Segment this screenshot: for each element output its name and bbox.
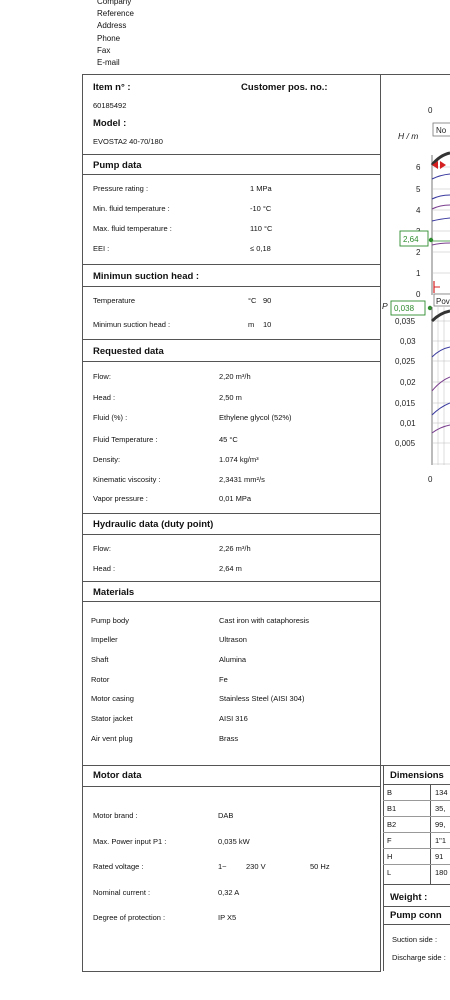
item-label: Item n° : [93, 82, 131, 93]
min-temp-label: Min. fluid temperature : [93, 204, 170, 213]
suction-side-label: Suction side : [392, 935, 438, 944]
hyd-flow-value: 2,26 m³/h [219, 544, 251, 553]
requested-top-rule [82, 339, 380, 340]
head-tick-4: 4 [416, 206, 421, 215]
dim-key-h: H [387, 852, 393, 861]
motor-power-label: Max. Power input P1 : [93, 837, 167, 846]
materials-top-rule [82, 581, 380, 582]
power-tick-003: 0,03 [400, 337, 416, 346]
req-fluid-temp-label: Fluid Temperature : [93, 435, 158, 444]
power-tick-001: 0,01 [400, 419, 416, 428]
head-axis-title: H / m [398, 131, 419, 141]
motor-top-rule [82, 765, 450, 766]
head-curve-6 [432, 243, 450, 245]
right-col-left [383, 765, 384, 971]
pump-data-top-rule [82, 154, 380, 155]
requested-title: Requested data [93, 346, 164, 357]
max-temp-label: Max. fluid temperature : [93, 224, 172, 233]
suction-title: Minimun suction head : [93, 271, 200, 282]
chart-top-zero-label: 0 [428, 106, 433, 115]
power-curve-max [432, 311, 450, 321]
eei-value: ≤ 0,18 [250, 244, 271, 253]
req-vapor-label: Vapor pressure : [93, 494, 148, 503]
red-arrow-icon-2 [440, 161, 446, 169]
connections-title: Pump conn [390, 910, 442, 921]
fax-line: Fax [97, 45, 111, 55]
frame-bottom [82, 971, 380, 972]
materials-title-rule [82, 601, 380, 602]
head-curve-4 [432, 205, 450, 209]
suction-head-unit: m [248, 320, 255, 329]
motor-voltage-freq: 50 Hz [310, 862, 330, 871]
dim-key-b: B [387, 788, 393, 797]
pressure-rating-label: Pressure rating : [93, 184, 149, 193]
power-tick-0025: 0,025 [395, 357, 416, 366]
dim-row-rule-3 [383, 832, 450, 833]
power-tick-0035: 0,035 [395, 317, 416, 326]
dim-val-b1: 35, [435, 804, 446, 813]
req-density-label: Density: [93, 455, 121, 464]
head-tick-5: 5 [416, 185, 421, 194]
company-block [97, 0, 134, 69]
dim-val-f: 1"1 [435, 836, 447, 845]
motor-power-value: 0,035 kW [218, 837, 250, 846]
mat-pump-body-value: Cast iron with cataphoresis [219, 616, 310, 625]
mat-rotor-value: Fe [219, 675, 228, 684]
power-grid [432, 307, 450, 465]
discharge-side-label: Discharge side : [392, 953, 446, 962]
min-temp-value: -10 °C [250, 204, 272, 213]
suction-head-value: 10 [263, 320, 272, 329]
head-tick-6: 6 [416, 163, 421, 172]
motor-current-label: Nominal current : [93, 888, 151, 897]
chart-bottom-zero-label: 0 [428, 475, 433, 484]
motor-voltage-phase: 1~ [218, 862, 227, 871]
model-label: Model : [93, 118, 127, 129]
req-viscosity-value: 2,3431 mm²/s [219, 475, 265, 484]
motor-title: Motor data [93, 770, 142, 781]
performance-chart [380, 95, 450, 495]
head-tick-2: 2 [416, 248, 421, 257]
dimensions-col-divider [430, 784, 431, 884]
mat-impeller-value: Ultrason [219, 635, 247, 644]
motor-title-rule [82, 786, 380, 787]
mat-stator-label: Stator jacket [91, 714, 133, 723]
company-line: Company [97, 0, 132, 6]
mat-impeller-label: Impeller [91, 635, 118, 644]
dim-row-rule-2 [383, 816, 450, 817]
dim-row-rule-1 [383, 800, 450, 801]
dimensions-bottom-rule [383, 884, 450, 885]
legend-top-label: No [436, 126, 447, 135]
hydraulic-title-rule [82, 534, 380, 535]
dim-val-h: 91 [435, 852, 444, 861]
pump-data-title-rule [82, 174, 380, 175]
mat-shaft-label: Shaft [91, 655, 109, 664]
motor-voltage-label: Rated voltage : [93, 862, 144, 871]
connections-rule [383, 924, 450, 925]
materials-title: Materials [93, 587, 135, 598]
power-tick-0015: 0,015 [395, 399, 416, 408]
mat-pump-body-label: Pump body [91, 616, 129, 625]
power-tab-label: Pov [436, 297, 450, 306]
req-flow-value: 2,20 m³/h [219, 372, 251, 381]
dim-key-f: F [387, 836, 392, 845]
req-fluid-value: Ethylene glycol (52%) [219, 413, 292, 422]
req-viscosity-label: Kinematic viscosity : [93, 475, 161, 484]
frame-left [82, 74, 83, 972]
dim-val-b2: 99, [435, 820, 446, 829]
hydraulic-top-rule [82, 513, 380, 514]
head-curve-3 [432, 195, 450, 199]
pump-data-title: Pump data [93, 160, 142, 171]
dim-key-l: L [387, 868, 392, 877]
hyd-head-value: 2,64 m [219, 564, 242, 573]
dimensions-title-rule [383, 784, 450, 785]
pressure-rating-value: 1 MPa [250, 184, 272, 193]
motor-brand-value: DAB [218, 811, 234, 820]
suction-temp-label: Temperature [93, 296, 136, 305]
dim-row-rule-4 [383, 848, 450, 849]
email-line: E-mail [97, 58, 120, 68]
mat-motor-casing-label: Motor casing [91, 694, 134, 703]
motor-current-value: 0,32 A [218, 888, 240, 897]
motor-brand-label: Motor brand : [93, 811, 138, 820]
dim-val-b: 134 [435, 788, 448, 797]
customer-pos-label: Customer pos. no.: [241, 82, 328, 93]
head-curve-5 [432, 218, 450, 221]
req-head-label: Head : [93, 393, 116, 402]
head-curve-2 [432, 174, 450, 179]
item-number: 60185492 [93, 101, 127, 110]
suction-temp-value: 90 [263, 296, 272, 305]
hydraulic-title: Hydraulic data (duty point) [93, 519, 214, 530]
reference-line: Reference [97, 9, 134, 19]
head-tick-0: 0 [416, 290, 421, 299]
power-axis-title: P [382, 301, 388, 311]
mat-shaft-value: Alumina [219, 655, 247, 664]
head-grid [432, 167, 450, 294]
req-vapor-value: 0,01 MPa [219, 494, 252, 503]
head-tick-1: 1 [416, 269, 421, 278]
req-head-value: 2,50 m [219, 393, 242, 402]
weight-rule [383, 906, 450, 907]
dim-val-l: 180 [435, 868, 448, 877]
power-curve-5 [432, 425, 450, 433]
mat-air-vent-label: Air vent plug [91, 734, 133, 743]
dimensions-title: Dimensions [390, 770, 444, 781]
req-density-value: 1.074 kg/m³ [219, 455, 259, 464]
suction-temp-unit: °C [248, 296, 257, 305]
req-fluid-label: Fluid (%) : [93, 413, 128, 422]
eei-label: EEI : [93, 244, 110, 253]
model-value: EVOSTA2 40-70/180 [93, 137, 163, 146]
phone-line: Phone [97, 33, 121, 43]
suction-head-label: Minimun suction head : [93, 320, 171, 329]
suction-title-rule [82, 286, 380, 287]
address-line: Address [97, 21, 127, 31]
power-curve-4 [432, 403, 450, 415]
mat-motor-casing-value: Stainless Steel (AISI 304) [219, 694, 305, 703]
dim-row-rule-5 [383, 864, 450, 865]
hyd-head-label: Head : [93, 564, 116, 573]
weight-title: Weight : [390, 892, 428, 903]
req-fluid-temp-value: 45 °C [219, 435, 238, 444]
power-marker-value: 0,038 [394, 304, 415, 313]
power-curve-2 [432, 347, 450, 357]
dim-key-b2: B2 [387, 820, 397, 829]
motor-protection-label: Degree of protection : [93, 913, 166, 922]
head-marker-value: 2,64 [403, 235, 419, 244]
requested-title-rule [82, 361, 380, 362]
req-flow-label: Flow: [93, 372, 111, 381]
mat-stator-value: AISI 316 [219, 714, 248, 723]
power-tick-0005: 0,005 [395, 439, 416, 448]
head-marker-dot [429, 238, 433, 242]
mat-rotor-label: Rotor [91, 675, 110, 684]
item-top-rule [82, 74, 450, 75]
suction-top-rule [82, 264, 380, 265]
power-curve-3 [432, 377, 450, 391]
motor-voltage-value: 230 V [246, 862, 266, 871]
power-marker-dot [428, 306, 432, 310]
max-temp-value: 110 °C [250, 224, 273, 233]
mat-air-vent-value: Brass [219, 734, 239, 743]
motor-protection-value: IP X5 [218, 913, 237, 922]
dim-key-b1: B1 [387, 804, 397, 813]
power-tick-002: 0,02 [400, 378, 416, 387]
hyd-flow-label: Flow: [93, 544, 111, 553]
